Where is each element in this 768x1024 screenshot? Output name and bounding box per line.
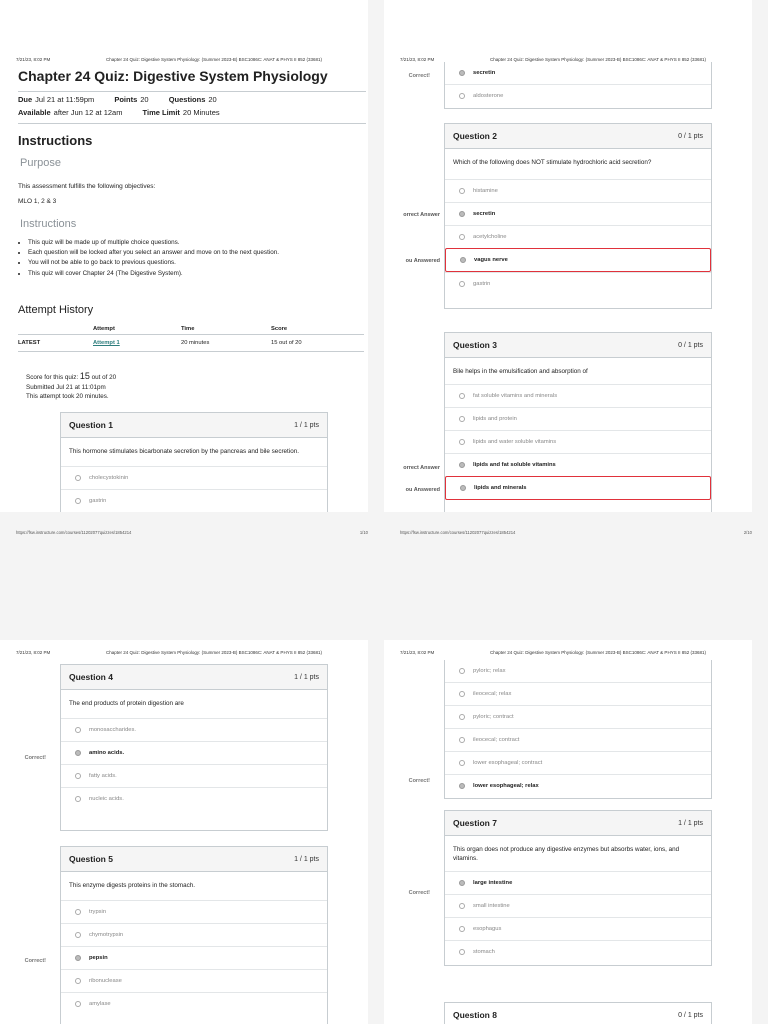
print-date: 7/21/23, 8:02 PM [16, 650, 51, 655]
print-date: 7/21/23, 8:02 PM [400, 650, 435, 655]
answer-option: lipids and minerals [445, 476, 711, 500]
radio-icon [459, 416, 465, 422]
list-item: • This quiz will be made up of multiple choice questions. [28, 238, 279, 248]
radio-icon [459, 234, 465, 240]
question-points: 1 / 1 pts [294, 673, 319, 681]
radio-icon [75, 773, 81, 779]
print-course: Chapter 24 Quiz: Digestive System Physiology: (Summer 2023-B) BSC1086C: ANAT & PHYS II 852 (33681) [106, 57, 322, 62]
question-points: 0 / 1 pts [678, 1011, 703, 1019]
answer-option: acetylcholine [445, 225, 711, 248]
radio-icon [75, 978, 81, 984]
answer-option: pyloric; relax [445, 660, 711, 682]
radio-icon [75, 727, 81, 733]
question-title: Question 8 [453, 1010, 497, 1020]
question-title: Question 7 [453, 818, 497, 828]
score-summary: Score for this quiz: 15 out of 20 Submitted Jul 21 at 11:01pm This attempt took 20 minutes. [26, 371, 117, 400]
question-title: Question 1 [69, 420, 113, 430]
question-points: 1 / 1 pts [294, 855, 319, 863]
radio-icon [459, 668, 465, 674]
question-text: This enzyme digests proteins in the stomach. [69, 882, 195, 889]
column-header: Attempt [93, 326, 115, 332]
mlo-text: MLO 1, 2 & 3 [18, 198, 57, 205]
question-text: Which of the following does NOT stimulate hydrochloric acid secretion? [453, 159, 652, 166]
question-8 [444, 1002, 712, 1024]
answer-option: chymotrypsin [61, 923, 327, 946]
question-text: Bile helps in the emulsification and absorption of [453, 368, 588, 375]
answer-option: small intestine [445, 894, 711, 917]
question-7 [444, 810, 712, 966]
question-1-continued [444, 62, 712, 109]
answer-option: lower esophageal; relax [445, 774, 711, 797]
answer-option: stomach [445, 940, 711, 963]
radio-icon [460, 485, 466, 491]
answer-option: ileocecal; relax [445, 682, 711, 705]
instructions-heading: Instructions [18, 133, 93, 148]
purpose-heading: Purpose [20, 157, 61, 169]
print-course: Chapter 24 Quiz: Digestive System Physiology: (Summer 2023-B) BSC1086C: ANAT & PHYS II 852 (33681) [490, 57, 706, 62]
radio-icon [459, 783, 465, 789]
question-text: This hormone stimulates bicarbonate secretion by the pancreas and bile secretion. [69, 448, 299, 455]
correct-label: Correct! [408, 890, 430, 896]
question-title: Question 5 [69, 854, 113, 864]
print-date: 7/21/23, 8:02 PM [400, 57, 435, 62]
answer-option: ribonuclease [61, 969, 327, 992]
answer-option: amylase [61, 992, 327, 1015]
attempt-history-table [18, 324, 364, 352]
radio-icon [459, 760, 465, 766]
attempt-history-title: Attempt History [18, 304, 94, 316]
correct-label: Correct! [24, 755, 46, 761]
radio-icon [75, 475, 81, 481]
radio-icon [75, 1001, 81, 1007]
question-3 [444, 332, 712, 512]
print-header [16, 650, 352, 655]
answer-option: amino acids. [61, 741, 327, 764]
page-number: 1/10 [359, 530, 368, 535]
answer-option: vagus nerve [445, 248, 711, 272]
attempt-link[interactable]: Attempt 1 [93, 335, 181, 352]
answer-option: gastrin [61, 489, 327, 512]
question-title: Question 2 [453, 131, 497, 141]
radio-icon [75, 750, 81, 756]
answer-option: esophagus [445, 917, 711, 940]
radio-icon [459, 880, 465, 886]
you-answered-label: ou Answered [405, 258, 440, 264]
radio-icon [459, 70, 465, 76]
submitted-text: Submitted Jul 21 at 11:01pm [26, 383, 106, 391]
answer-option: secretin [445, 62, 711, 84]
radio-icon [75, 796, 81, 802]
page-4 [384, 640, 752, 1024]
radio-icon [459, 393, 465, 399]
radio-icon [459, 93, 465, 99]
question-text: This organ does not produce any digestive enzymes but absorbs water, ions, and vitamins. [453, 846, 680, 862]
radio-icon [459, 691, 465, 697]
correct-label: Correct! [408, 73, 430, 79]
radio-icon [459, 211, 465, 217]
question-title: Question 4 [69, 672, 113, 682]
question-5 [60, 846, 328, 1024]
question-1 [60, 412, 328, 512]
page-2 [384, 0, 752, 512]
answer-option: nucleic acids. [61, 787, 327, 810]
print-header [16, 57, 352, 62]
radio-icon [459, 949, 465, 955]
column-header: Time [181, 326, 195, 332]
radio-icon [459, 903, 465, 909]
you-answered-label: ou Answered [405, 487, 440, 493]
instructions-subheading: Instructions [20, 218, 77, 230]
answer-option: fat soluble vitamins and minerals [445, 384, 711, 407]
radio-icon [75, 909, 81, 915]
question-points: 1 / 1 pts [294, 421, 319, 429]
column-header [18, 324, 93, 335]
print-course: Chapter 24 Quiz: Digestive System Physiology: (Summer 2023-B) BSC1086C: ANAT & PHYS II 852 (33681) [490, 650, 706, 655]
question-points: 0 / 1 pts [678, 132, 703, 140]
answer-option: large intestine [445, 871, 711, 894]
answer-option: fatty acids. [61, 764, 327, 787]
page-1 [0, 0, 368, 512]
purpose-text: This assessment fulfills the following objectives: [18, 183, 156, 190]
table-row [18, 335, 364, 352]
print-header [400, 650, 736, 655]
answer-option: lipids and water soluble vitamins [445, 430, 711, 453]
list-item: • Each question will be locked after you select an answer and move on to the next question. [28, 248, 279, 258]
radio-icon [459, 737, 465, 743]
print-footer [400, 530, 752, 535]
answer-option: lower esophageal; contract [445, 751, 711, 774]
page-3 [0, 640, 368, 1024]
radio-icon [75, 498, 81, 504]
question-text: The end products of protein digestion are [69, 700, 184, 707]
answer-option: lipids and protein [445, 407, 711, 430]
answer-option: trypsin [61, 900, 327, 923]
radio-icon [459, 188, 465, 194]
latest-label: LATEST [18, 335, 93, 352]
duration-text: This attempt took 20 minutes. [26, 393, 109, 400]
answer-option: aldosterone [445, 84, 711, 107]
print-footer [16, 530, 368, 535]
radio-icon [75, 955, 81, 961]
radio-icon [459, 281, 465, 287]
answer-option: histamine [445, 179, 711, 202]
answer-option: gastrin [445, 272, 711, 295]
column-header: Score [271, 326, 288, 332]
print-date: 7/21/23, 8:02 PM [16, 57, 51, 62]
answer-option: pyloric; contract [445, 705, 711, 728]
attempt-score: 15 out of 20 [271, 335, 364, 352]
answer-option: lipids and fat soluble vitamins [445, 453, 711, 476]
radio-icon [460, 257, 466, 263]
correct-label: Correct! [408, 778, 430, 784]
question-title: Question 3 [453, 340, 497, 350]
answer-option: cholecystokinin [61, 466, 327, 489]
footer-url: https://fsw.instructure.com/courses/11202077quizzes/1854214 [16, 530, 132, 535]
attempt-time: 20 minutes [181, 335, 271, 352]
footer-url: https://fsw.instructure.com/courses/11202077quizzes/1854214 [400, 530, 516, 535]
correct-answer-label: orrect Answer [403, 212, 440, 218]
answer-option: ileocecal; contract [445, 728, 711, 751]
list-item: • This quiz will cover Chapter 24 (The Digestive System). [28, 269, 279, 279]
answer-option: monosaccharides. [61, 718, 327, 741]
radio-icon [459, 926, 465, 932]
question-4 [60, 664, 328, 831]
divider [18, 91, 366, 92]
page-number: 2/10 [743, 530, 752, 535]
score-value: 15 [79, 371, 90, 381]
divider [18, 123, 366, 124]
question-points: 1 / 1 pts [678, 819, 703, 827]
answer-option: pepsin [61, 946, 327, 969]
quiz-meta-row-1: Due Jul 21 at 11:59pm Points 20 Questions 20 [18, 95, 217, 104]
radio-icon [75, 932, 81, 938]
answer-option: secretin [445, 202, 711, 225]
quiz-meta-row-2: Available after Jun 12 at 12am Time Limit 20 Minutes [18, 108, 220, 117]
radio-icon [459, 462, 465, 468]
list-item: • You will not be able to go back to previous questions. [28, 258, 279, 268]
radio-icon [459, 714, 465, 720]
question-2 [444, 123, 712, 309]
quiz-title: Chapter 24 Quiz: Digestive System Physiology [18, 68, 328, 84]
correct-label: Correct! [24, 958, 46, 964]
radio-icon [459, 439, 465, 445]
instructions-list [20, 238, 279, 279]
correct-answer-label: orrect Answer [403, 465, 440, 471]
print-course: Chapter 24 Quiz: Digestive System Physiology: (Summer 2023-B) BSC1086C: ANAT & PHYS II 852 (33681) [106, 650, 322, 655]
question-6-continued [444, 660, 712, 799]
question-points: 0 / 1 pts [678, 341, 703, 349]
